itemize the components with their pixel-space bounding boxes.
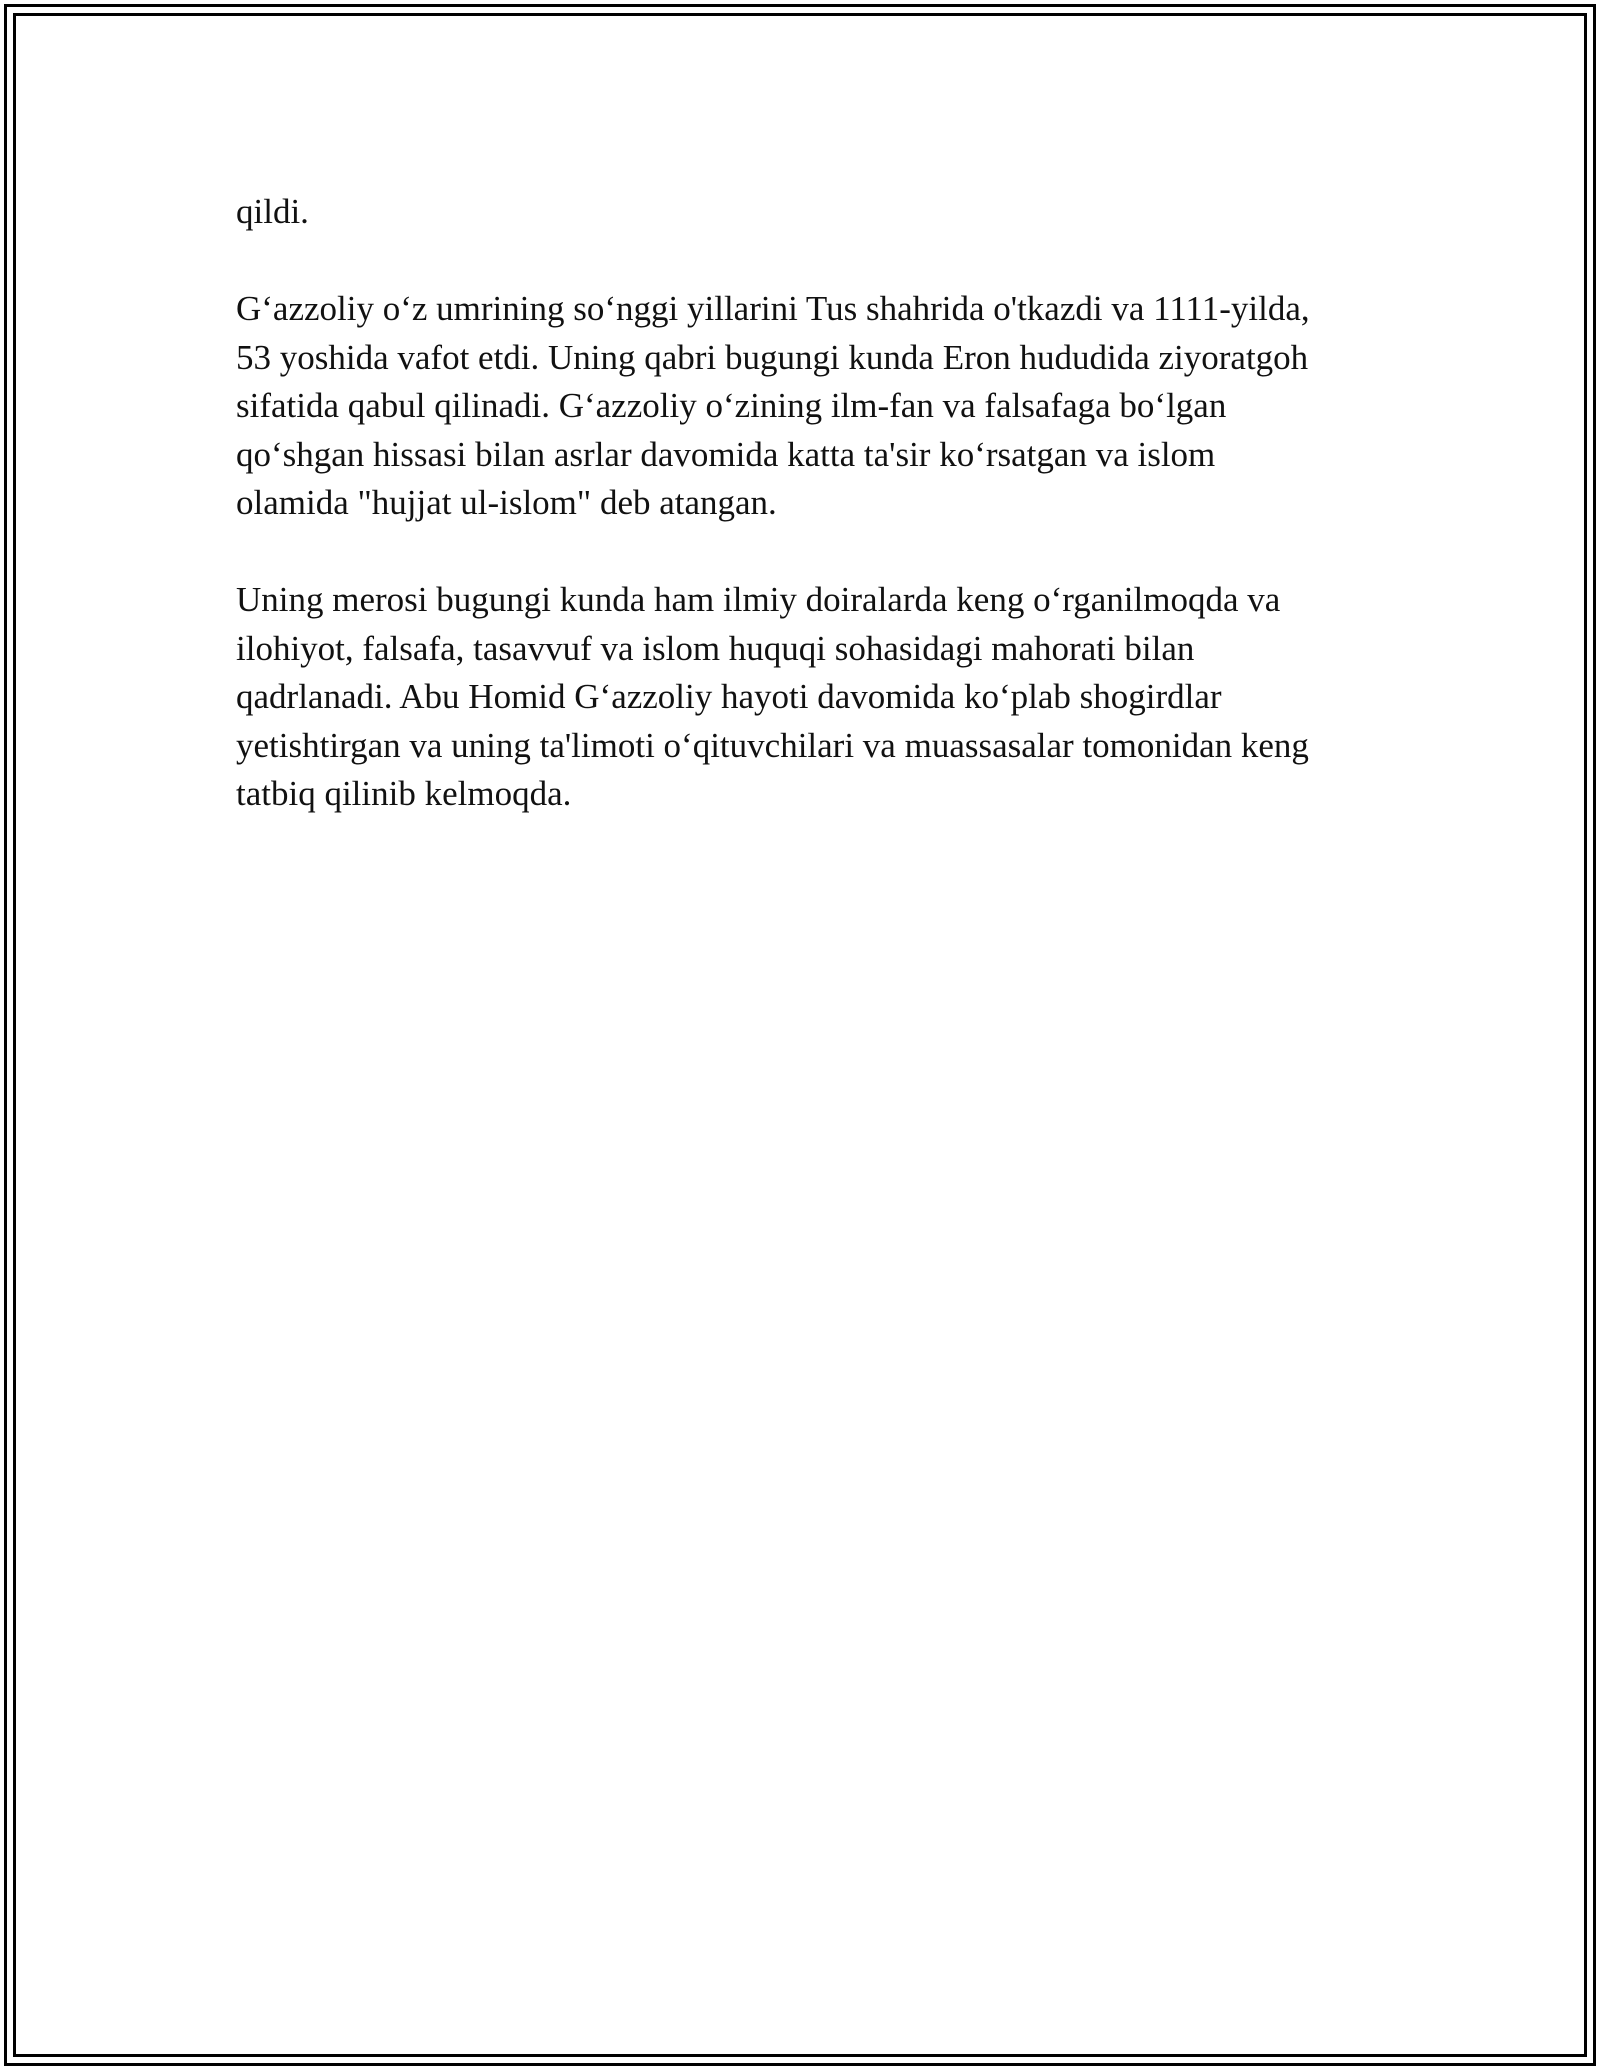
document-body bbox=[236, 188, 1396, 867]
paragraph-legacy: Uning merosi bugungi kunda ham ilmiy doiralarda keng o‘rganilmoqda va ilohiyot, falsafa, tasavvuf va islom huquqi sohasidagi mahorati bilan qadrlanadi. Abu Homid G‘azzoliy hayoti davomida ko‘plab shogirdlar yetishtirgan va uning ta'limoti o‘qituvchilari va muassasalar tomonidan keng tatbiq qilinib kelmoqda. bbox=[236, 580, 1309, 813]
paragraph-final-years: G‘azzoliy o‘z umrining so‘nggi yillarini Tus shahrida o'tkazdi va 1111-yilda, 53 yoshida vafot etdi. Uning qabri bugungi kunda Eron hududida ziyoratgoh sifatida qabul qilinadi. G‘azzoliy o‘zining ilm-fan va falsafaga bo‘lgan qo‘shgan hissasi bilan asrlar davomida katta ta'sir ko‘rsatgan va islom olamida "hujjat ul-islom" deb atangan. bbox=[236, 289, 1310, 522]
paragraph-continuation: qildi. bbox=[236, 192, 309, 231]
